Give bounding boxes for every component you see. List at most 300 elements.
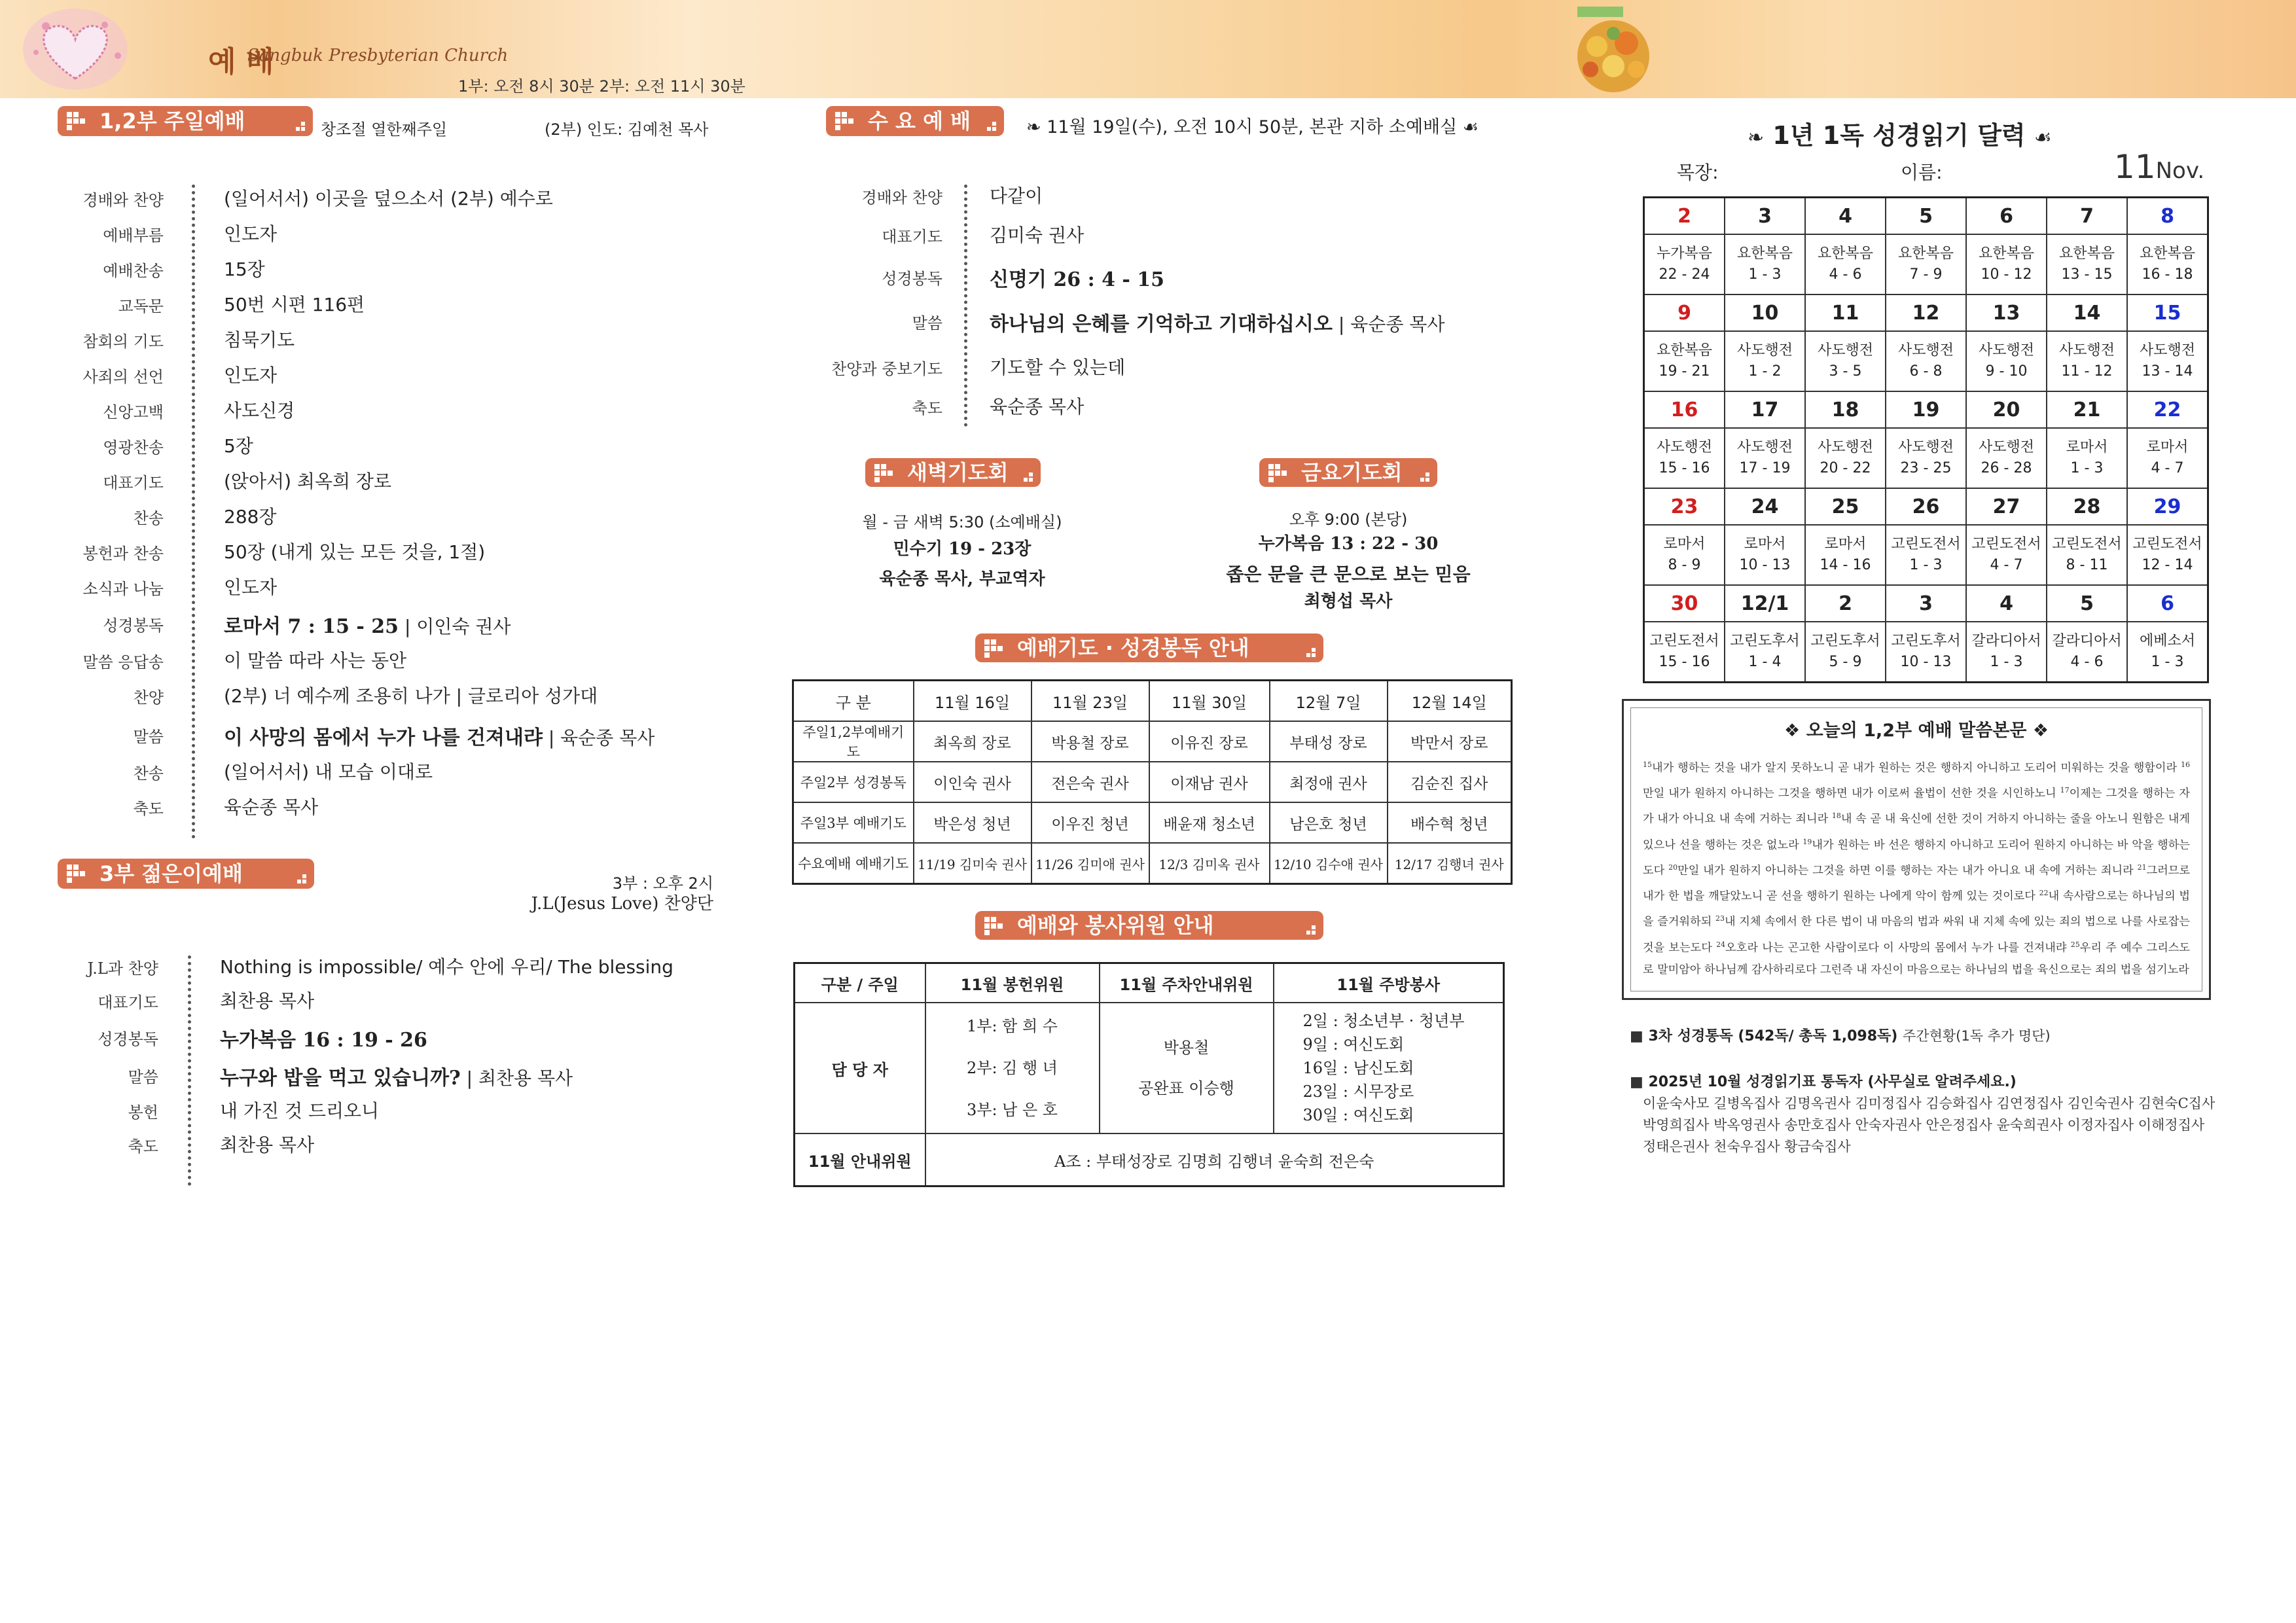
order-label-box [20,1056,158,1090]
friday-sermon-title: 좁은 문을 큰 문으로 보는 믿음 [1226,563,1471,585]
row-label: 수요예배 예배기도 [793,843,914,884]
order-label: 축도 [133,800,164,818]
order-value-main: 최찬용 목사 [220,1134,315,1156]
verse-number: 16 [2181,760,2190,769]
calendar-reading [1644,331,1725,391]
calendar-reading [1725,622,1805,683]
table-cell: 12/10 김수애 권사 [1270,843,1388,884]
order-row [20,462,674,496]
order-label: 예배찬송 [103,262,164,280]
row-label: 주일2부 성경봉독 [793,762,914,802]
tab-service-volunteers [975,911,1323,940]
reading-chapters: 3 - 5 [1829,363,1862,380]
order-value [220,953,673,979]
scripture-inner-frame [1630,707,2202,991]
table-header-row [795,963,1504,1003]
order-value [224,721,655,750]
calendar-day: 25 [1805,488,1886,525]
order-row [20,250,674,284]
calendar-reading [1886,622,1966,683]
month-label [2114,148,2204,186]
calendar-title [1748,115,2052,151]
reading-chapters: 15 - 16 [1659,460,1710,476]
order-row [20,179,674,213]
friday-time: 오후 9:00 (본당) [1289,510,1408,529]
reading-chapters: 10 - 13 [1900,654,1952,670]
order-label: 대표기도 [882,228,942,246]
table-header-cell: 11월 23일 [1031,681,1149,722]
corner-icon [296,122,305,131]
reading-book: 사도행전 [1656,439,1712,455]
order-row [20,285,674,319]
calendar-reading [1886,331,1966,391]
table-header-cell: 12월 14일 [1388,681,1512,722]
reading-chapters: 19 - 21 [1659,363,1710,380]
parking-cell [1100,1003,1274,1133]
verse-text: 만일 내가 원하지 아니하는 그것을 하면 이를 행하는 자는 내가 아니요 내 속에 거하는 죄니라 [1677,864,2138,878]
parish-label: 목장: [1677,162,1719,183]
order-value-extra: | 육순종 목사 [1333,313,1445,335]
row-label: 담 당 자 [795,1003,925,1133]
table-cell: 11/26 김미애 권사 [1031,843,1149,884]
order-label: 축도 [128,1137,158,1156]
calendar-reading [1805,234,1886,294]
calendar-day: 15 [2127,294,2208,331]
order-label: 말씀 [128,1068,158,1086]
order-value-main: 로마서 7 : 15 - 25 [224,615,399,638]
order-value [224,467,391,493]
order-value [990,263,1164,292]
reading-book: 사도행전 [1817,342,1873,359]
friday-preacher: 최형섭 목사 [1304,592,1393,611]
verse-text: 만일 내가 원하지 아니하는 그것을 행하면 내가 이로써 율법이 선한 것을 시인하노니 [1643,787,2060,800]
reading-chapters: 26 - 28 [1981,460,2032,476]
service-volunteers-table [793,962,1505,1187]
order-value [224,220,277,246]
calendar-day: 4 [1966,585,2047,622]
order-label-box [812,258,942,292]
order-value [224,682,598,708]
calendar-reading [1966,331,2047,391]
order-value-main: 인도자 [224,365,278,386]
reading-chapters: 15 - 16 [1659,654,1710,670]
row-label: 주일1,2부예배기도 [793,721,914,762]
verse-text: 내가 행하는 것을 내가 알지 못하노니 곧 내가 원하는 것은 행하지 아니하고 도리어 미워하는 것을 행함이라 [1652,761,2181,775]
order-value-main: 기도할 수 있는데 [990,357,1126,378]
grid-icon [984,917,1003,935]
calendar-day-row [1644,198,2208,235]
ornament-left-icon: ❧ [1748,126,1765,149]
table-cell: 배수혁 청년 [1388,802,1512,843]
reading-chapters: 23 - 25 [1900,460,1952,476]
reading-book: 사도행전 [2058,342,2115,359]
order-label-box [812,348,942,382]
reading-chapters: 11 - 12 [2061,363,2113,380]
table-cell: 11/19 김미숙 권사 [914,843,1031,884]
order-row [20,497,674,531]
calendar-reading-row [1644,331,2208,391]
scripture-text [1643,754,2190,981]
verse-number: 24 [1716,940,1726,949]
order-row [812,216,1466,250]
calendar-reading [2127,525,2208,585]
calendar-day: 2 [1805,585,1886,622]
reading-chapters: 13 - 14 [2142,363,2193,380]
table-cell: 12/3 김미옥 권사 [1149,843,1270,884]
order-row [20,321,674,355]
calendar-day: 29 [2127,488,2208,525]
order-label: 봉헌과 찬송 [82,544,164,563]
reading-chapters: 14 - 16 [1820,557,1871,573]
month-abbr: Nov. [2155,158,2205,184]
order-value [224,326,295,352]
verse-number: 23 [1715,914,1725,923]
calendar-day: 27 [1966,488,2047,525]
order-label: 예배부름 [103,226,164,245]
order-row [812,302,1466,336]
kitchen-4: 23일 : 시무장로 [1302,1082,1414,1101]
guide-value: A조 : 부태성장로 김명희 김행녀 윤숙희 전은숙 [925,1133,1504,1186]
table-cell: 배윤재 청소년 [1149,802,1270,843]
calendar-day: 20 [1966,391,2047,428]
tab-label: 수 요 예 배 [868,109,971,134]
offering-cell [925,1003,1100,1133]
order-row [20,948,674,982]
order-label: 성경봉독 [882,270,942,288]
grid-icon [67,865,85,883]
calendar-reading [1725,234,1805,294]
calendar-day: 14 [2047,294,2127,331]
order-label-box [812,216,942,250]
order-label-box [20,948,158,982]
tab-sunday-service [58,106,313,136]
ornament-right-icon: ☙ [1462,117,1479,137]
reading-chapters: 1 - 4 [1748,654,1782,670]
corner-icon [1024,473,1033,482]
grid-icon [984,639,1003,658]
order-value [990,393,1084,419]
calendar-day: 18 [1805,391,1886,428]
order-row [812,348,1466,382]
order-value-main: 이 사망의 몸에서 누가 나를 건져내랴 [224,726,543,749]
reading-chapters: 4 - 6 [2070,654,2104,670]
order-label: 찬송 [133,764,164,783]
order-label: 대표기도 [98,993,158,1012]
reading-calendar [1643,196,2209,683]
youth-team: J.L(Jesus Love) 찬양단 [531,894,713,914]
reading-book: 고린도후서 [1810,633,1880,649]
order-label-box [812,177,942,211]
order-label: 찬양과 중보기도 [831,360,942,378]
verse-number: 20 [1668,863,1678,872]
reading-book: 로마서 [1824,536,1867,552]
calendar-reading [1725,525,1805,585]
order-value [224,361,277,387]
order-label-box [20,462,164,496]
order-label: J.L과 찬양 [87,959,158,978]
ornament-left-icon: ❧ [1026,117,1041,137]
calendar-reading [1805,525,1886,585]
order-label: 사죄의 선언 [82,368,164,386]
calendar-reading [2047,331,2127,391]
calendar-day-row [1644,391,2208,428]
kitchen-3: 16일 : 남신도회 [1302,1059,1414,1077]
calendar-reading [1805,622,1886,683]
table-header-cell: 11월 16일 [914,681,1031,722]
reading-book: 고린도후서 [1730,633,1800,649]
calendar-reading [1966,525,2047,585]
verse-text: 오호라 나는 곤고한 사람이로다 이 사망의 몸에서 누가 나를 건져내랴 [1725,941,2071,955]
verse-number: 19 [1803,837,1812,846]
calendar-day: 22 [2127,391,2208,428]
order-row [20,1126,674,1160]
reading-book: 요한복음 [1817,245,1873,262]
order-value [220,1097,379,1123]
order-value-main: 이 말씀 따라 사는 동안 [224,650,407,671]
calendar-reading [1805,331,1886,391]
table-cell: 박만서 장로 [1388,721,1512,762]
reading-book: 갈라디아서 [2052,633,2122,649]
verse-number: 25 [2070,940,2080,949]
kitchen-2: 9일 : 여신도회 [1302,1035,1405,1054]
calendar-reading [1644,525,1725,585]
verse-text: 내가 원하는 바 선은 행하지 아니하고 도리어 원하지 아니하는 바 악을 행하는도다 [1643,838,2190,878]
reading-book: 누가복음 [1656,245,1712,262]
flower-basket-icon [1564,4,1662,96]
grid-icon [1268,464,1287,482]
order-value-main: (2부) 너 예수께 조용히 나가 | 글로리아 성가대 [224,685,598,707]
reading-book: 사도행전 [1978,439,2034,455]
prayer-guide-table [792,679,1513,885]
reading-book: 고린도전서 [1649,633,1719,649]
reading-book: 사도행전 [1897,439,1954,455]
calendar-reading [2127,622,2208,683]
order-value-extra: | 최찬용 목사 [460,1067,573,1089]
order-value-main: 5장 [224,435,253,457]
reading-chapters: 4 - 7 [2151,460,2184,476]
table-row [795,1133,1504,1186]
order-row [20,716,674,750]
table-header-cell: 11월 30일 [1149,681,1270,722]
calendar-day: 16 [1644,391,1725,428]
verse-text: 내 속사람으로는 하나님의 법을 즐거워하되 [1643,889,2190,929]
table-header-cell: 11월 주방봉사 [1274,963,1504,1003]
order-label: 성경봉독 [98,1030,158,1048]
order-label-box [20,427,164,461]
table-cell: 이인숙 권사 [914,762,1031,802]
calendar-reading [2047,525,2127,585]
calendar-day: 3 [1725,198,1805,235]
dotted-divider [964,185,967,427]
friday-scripture: 누가복음 13 : 22 - 30 [1258,534,1439,554]
verse-text: 우리 주 예수 그리스도로 말미암아 하나님께 감사하리로다 그런즉 내 자신이 마음으로는 하나님의 법을 육신으로는 죄의 법을 섬기노라 [1643,941,2191,976]
reading-book: 요한복음 [2058,245,2115,262]
grid-icon [874,464,893,482]
calendar-reading [1966,234,2047,294]
calendar-reading-row [1644,622,2208,683]
calendar-reading [1966,428,2047,488]
dawn-scripture: 민수기 19 - 23장 [893,539,1031,559]
order-label-box [20,677,164,711]
reading-chapters: 1 - 3 [1748,266,1782,283]
reading-chapters: 20 - 22 [1820,460,1871,476]
order-value-main: 누구와 밥을 먹고 있습니까? [220,1067,461,1090]
page-title: 예 배 [208,45,274,79]
order-value [224,758,433,784]
order-label-box [20,250,164,284]
calendar-day: 5 [2047,585,2127,622]
kitchen-cell [1274,1003,1504,1133]
order-label: 대표기도 [103,474,164,492]
reading-chapters: 13 - 15 [2061,266,2113,283]
reader-list-title [1630,1071,2017,1091]
table-cell: 이재남 권사 [1149,762,1270,802]
service-times: 1부: 오전 8시 30분 2부: 오전 11시 30분 [458,77,745,96]
reading-book: 로마서 [1744,536,1786,552]
row-label: 11월 안내위원 [795,1133,925,1186]
order-row [20,753,674,787]
order-row [812,177,1466,211]
calendar-title-text: 1년 1독 성경읽기 달력 [1772,121,2026,150]
reader-names: 이윤숙사모 길병옥집사 김명옥권사 김미정집사 김승화집사 김연정집사 김인숙권사 김현숙C집사 박영희집사 박옥영권사 송만호집사 안숙자권사 안은정집사 윤숙희권사 이정자집사 이해정집사 정태은권사 천숙우집사 황금숙집사 [1643,1096,2215,1154]
table-header-cell: 12월 7일 [1270,681,1388,722]
order-row [20,641,674,675]
reading-book: 사도행전 [1736,342,1793,359]
order-value-main: 육순종 목사 [990,396,1085,418]
reading-book: 사도행전 [1817,439,1873,455]
order-row [20,568,674,602]
order-value-main: (일어서서) 내 모습 이대로 [224,761,433,783]
reading-chapters: 1 - 3 [2070,460,2104,476]
calendar-day: 11 [1805,294,1886,331]
tab-youth-service [58,859,314,889]
calendar-day: 5 [1886,198,1966,235]
ornament-right-icon: ☙ [2034,126,2052,149]
order-value [220,1061,573,1090]
reading-chapters: 17 - 19 [1739,460,1791,476]
heart-flower-icon [20,7,131,92]
calendar-day: 24 [1725,488,1805,525]
calendar-day: 4 [1805,198,1886,235]
calendar-day: 13 [1966,294,2047,331]
corner-icon [297,874,306,883]
reading-chapters: 6 - 8 [1909,363,1943,380]
offering-3: 3부: 남 은 호 [967,1101,1058,1119]
square-bullet-icon: ■ [1630,1074,1643,1090]
reading-book: 사도행전 [1736,439,1793,455]
order-row [20,391,674,425]
order-label: 찬양 [133,688,164,707]
calendar-day: 28 [2047,488,2127,525]
order-label-box [20,1018,158,1052]
order-row [20,1018,674,1052]
order-label-box [20,497,164,531]
reading-chapters: 22 - 24 [1659,266,1710,283]
calendar-day: 6 [1966,198,2047,235]
grid-icon [67,112,85,130]
calendar-day: 26 [1886,488,1966,525]
calendar-reading [2047,428,2127,488]
tab-label: 예배와 봉사위원 안내 [1017,913,1214,938]
order-row [20,1092,674,1126]
order-label-box [20,982,158,1016]
table-cell: 남은호 청년 [1270,802,1388,843]
reading-chapters: 1 - 3 [1990,654,2023,670]
order-label: 경배와 찬양 [82,191,164,209]
order-value [220,1131,314,1157]
table-header-row [793,681,1512,722]
order-row [20,427,674,461]
season-note: 창조절 열한째주일 [321,120,448,139]
order-row [20,356,674,390]
order-label-box [20,356,164,390]
order-value-main: 50번 시편 116편 [224,294,365,315]
calendar-day: 6 [2127,585,2208,622]
order-label: 말씀 [133,728,164,746]
order-row [20,605,674,639]
order-value [224,432,253,458]
order-label: 찬송 [133,509,164,527]
name-label: 이름: [1901,162,1943,183]
verse-number: 17 [2060,786,2070,795]
table-row [795,1003,1504,1133]
order-label-box [20,788,164,822]
verse-text: 이제는 그것을 행하는 자가 내가 아니요 내 속에 거하는 죄니라 [1643,787,2190,827]
corner-icon [1306,648,1316,657]
church-name: Sangbuk Presbyterian Church [247,46,509,65]
reading-book: 로마서 [2066,439,2108,455]
corner-icon [987,122,996,131]
order-value-main: 사도신경 [224,400,295,421]
calendar-reading [1725,331,1805,391]
order-value-extra: | 이인숙 권사 [399,616,511,637]
table-cell: 12/17 김행녀 권사 [1388,843,1512,884]
order-label-box [812,302,942,336]
calendar-day: 2 [1644,198,1725,235]
reading-chapters: 16 - 18 [2142,266,2193,283]
grid-icon [835,112,853,130]
order-label: 말씀 응답송 [82,653,164,671]
order-value [224,610,511,639]
order-row [812,387,1466,421]
table-row [793,762,1512,802]
order-label-box [812,387,942,421]
order-label: 소식과 나눔 [82,580,164,598]
square-bullet-icon: ■ [1630,1028,1643,1044]
order-label: 성경봉독 [103,616,164,635]
tab-prayer-guide [975,633,1323,662]
order-value [220,987,314,1013]
calendar-day: 30 [1644,585,1725,622]
verse-text: 그러므로 내가 한 법을 깨달았노니 곧 선을 행하기 원하는 나에게 악이 함께 있는 것이로다 [1643,864,2190,903]
parking-2: 공완표 이승행 [1138,1079,1234,1097]
calendar-reading [1725,428,1805,488]
reading-chapters: 12 - 14 [2142,557,2193,573]
order-value-main: (앉아서) 최옥희 장로 [224,471,392,492]
order-value-main: 다같이 [990,185,1043,207]
dotted-divider [192,185,195,839]
reading-chapters: 8 - 11 [2066,557,2108,573]
order-value [224,647,406,673]
calendar-day: 23 [1644,488,1725,525]
calendar-day-row [1644,294,2208,331]
order-label-box [20,285,164,319]
order-row [20,788,674,822]
order-row [20,677,674,711]
calendar-reading [2127,331,2208,391]
wednesday-info-text: 11월 19일(수), 오전 10시 50분, 본관 지하 소예배실 [1047,117,1458,137]
table-row [793,843,1512,884]
